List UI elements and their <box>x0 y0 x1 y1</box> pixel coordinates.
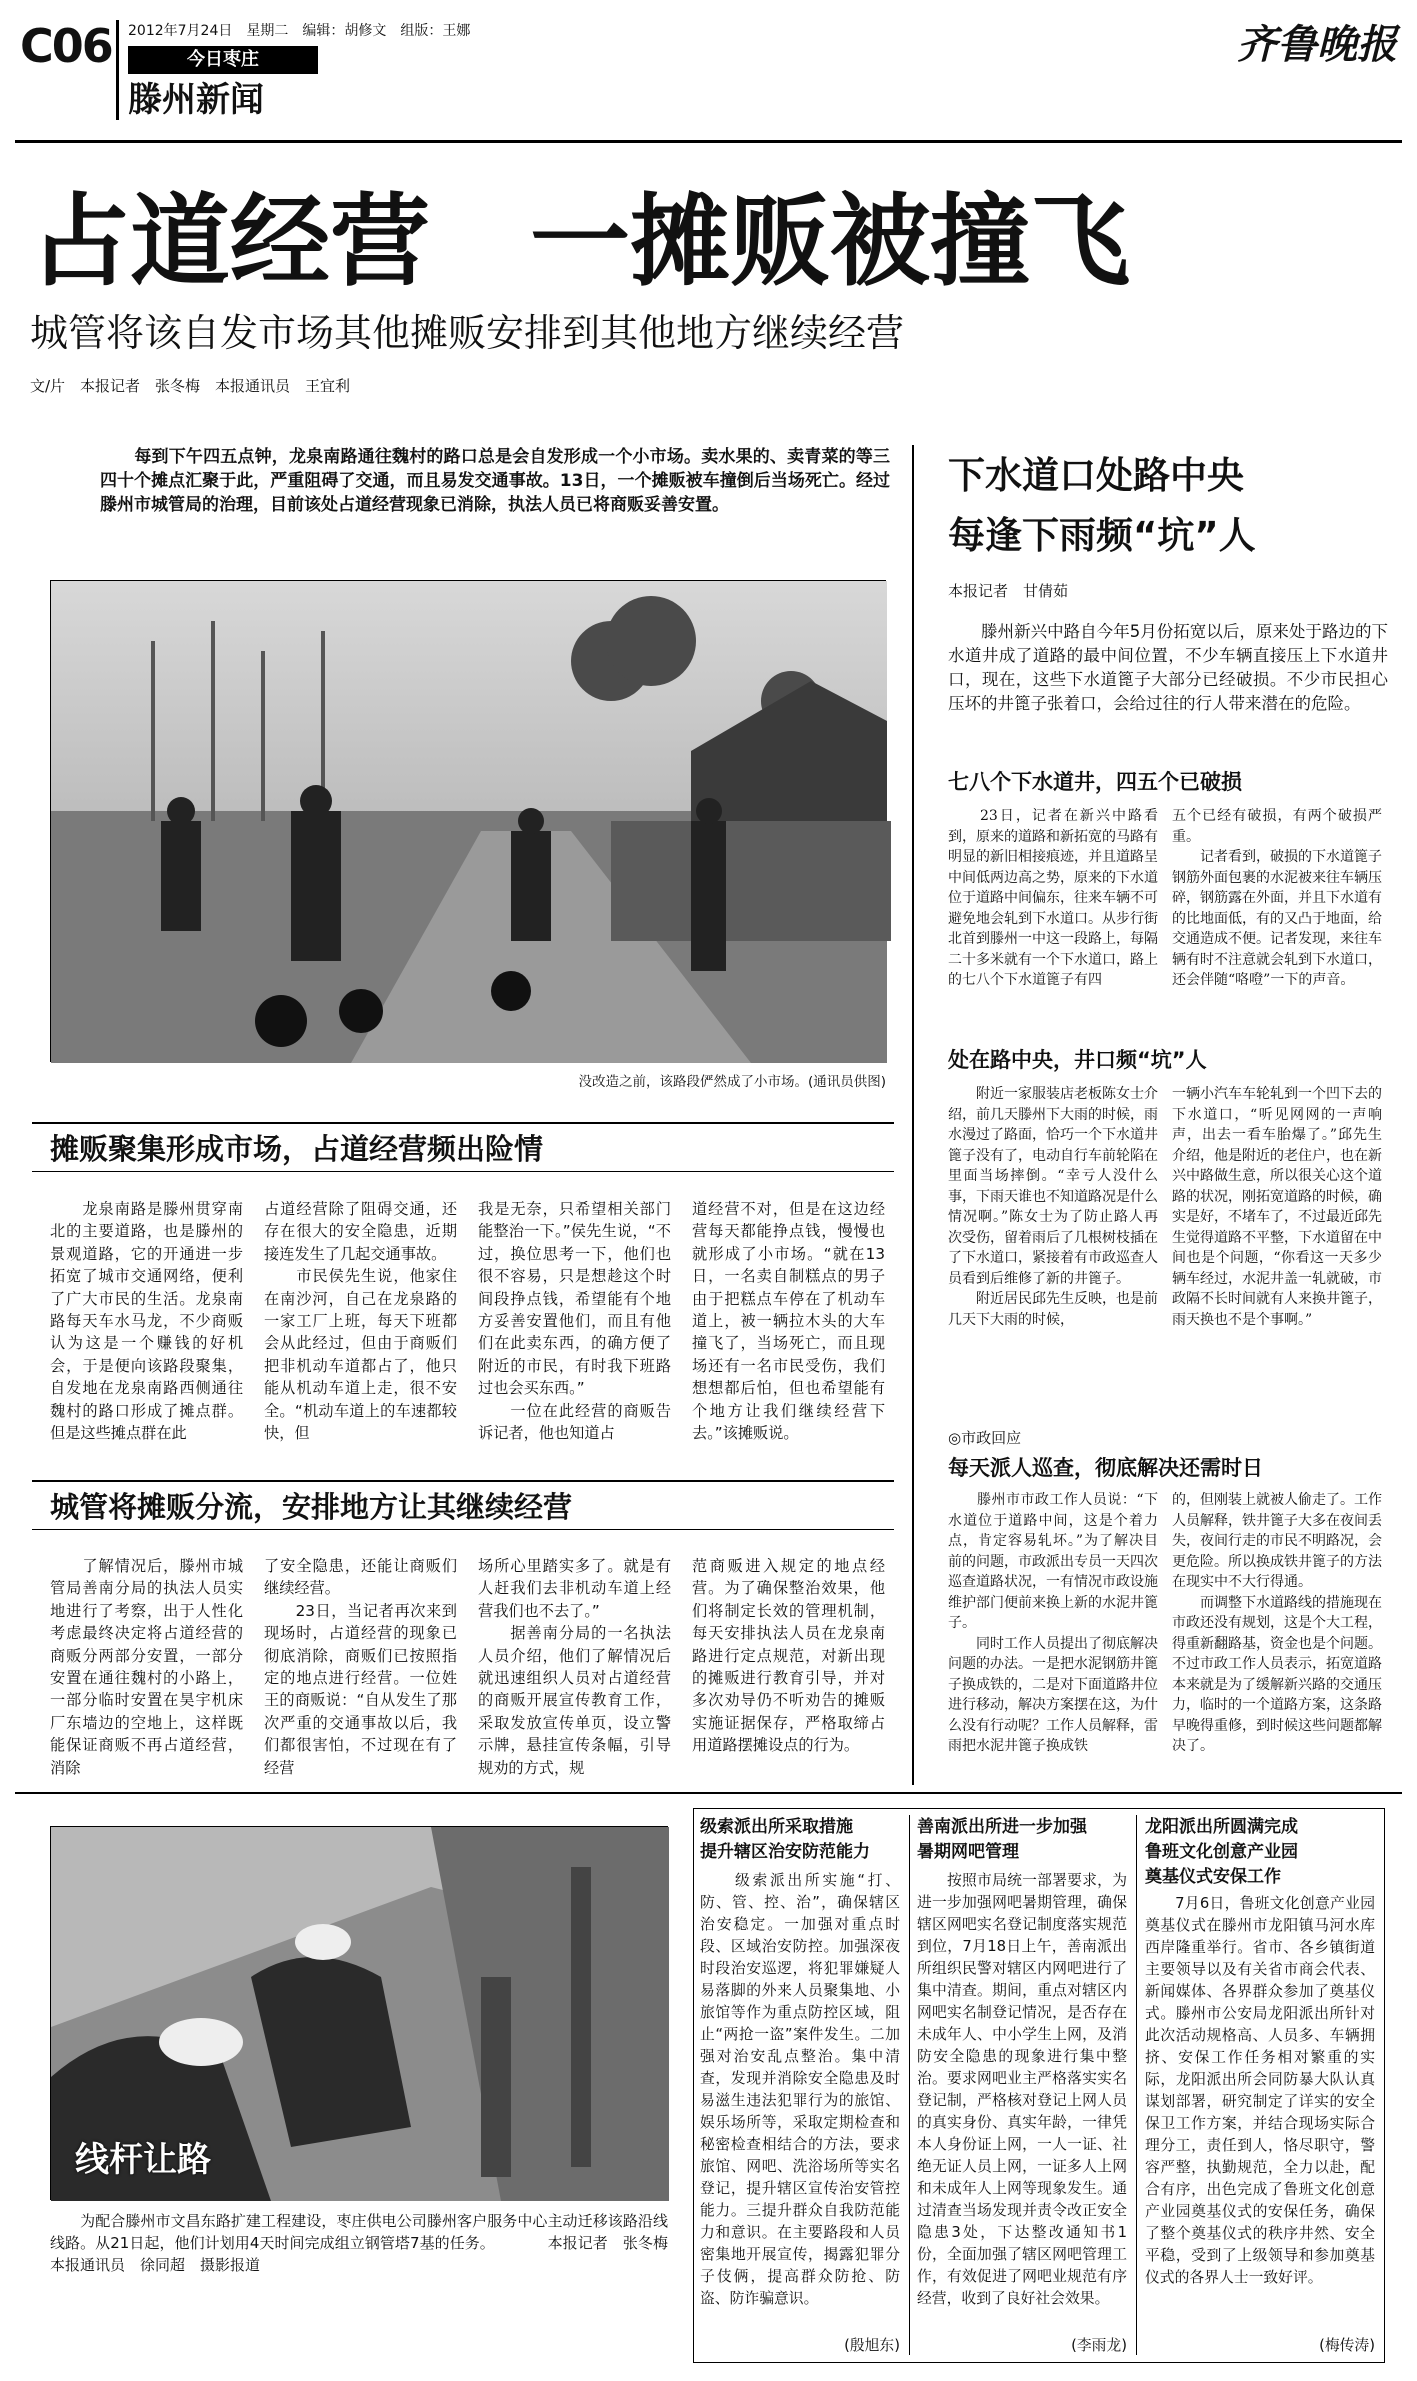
sidebar-sub-2: 处在路中央，井口频“坑”人 <box>948 1048 1207 1072</box>
sidebar-title-2: 每逢下雨频“坑”人 <box>948 514 1256 557</box>
column-tag: 今日枣庄 <box>128 46 318 74</box>
bottom-rule <box>15 1792 1402 1794</box>
subhead-1-text: 摊贩聚集形成市场，占道经营频出险情 <box>50 1132 544 1166</box>
s1-col-2: 占道经营除了阻碍交通，还存在很大的安全隐患，近期接连发生了几起交通事故。 市民侯先生说，他家住在南沙河，自己在龙泉路的一家工厂上班，每天下班都会从此经过，但由于商贩们把非机动车道都占了，他只能从机动车道上走，很不安全。“机动车道上的车速都较快，但 <box>264 1200 457 1443</box>
sidebar-sub-1: 七八个下水道井，四五个已破损 <box>948 770 1242 794</box>
s1-col-3: 我是无奈，只希望相关部门能整治一下。”侯先生说，“不过，换位思考一下，他们也很不容易，只是想趁这个时间段挣点钱，希望能有个地方妥善安置他们，而且有他们在此卖东西，的确方便了附近的市民，有时我下班路过也会买东西。” 一位在此经营的商贩告诉记者，他也知道占 <box>478 1200 671 1443</box>
market-photo <box>50 580 886 1062</box>
newspaper-logo: 齐鲁晚报 <box>1237 21 1397 68</box>
section-title: 滕州新闻 <box>128 80 264 120</box>
sidebar-a-col-2: 五个已经有破损，有两个破损严重。 记者看到，破损的下水道篦子钢筋外面包裹的水泥被来往车辆压碎，钢筋露在外面，并且下水道有的比地面低，有的又凸于地面，给交通造成不便。记者发现，来往车辆有时不注意就会轧到下水道口，还会伴随“咯噔”一下的声音。 <box>1172 808 1382 988</box>
s2-col-3: 场所心里踏实多了。就是有人赶我们去非机动车道上经营我们也不去了。” 据善南分局的一名执法人员介绍，他们了解情况后就迅速组织人员对占道经营的商贩开展宣传教育工作，采取发放宣传单页，设立警示牌，悬挂宣传条幅，引导规劝的方式，规 <box>478 1557 671 1777</box>
s2-col-2: 了安全隐患，还能让商贩们继续经营。 23日，当记者再次来到现场时，占道经营的现象已彻底消除，商贩们已按照指定的地点进行经营。一位姓王的商贩说：“自从发生了那次严重的交通事故以后，我们都很害怕，不过现在有了经营 <box>264 1557 457 1777</box>
sidebar-b-col-1: 附近一家服装店老板陈女士介绍，前几天滕州下大雨的时候，雨水漫过了路面，恰巧一个下水道井篦子没有了，电动自行车前轮陷在里面当场摔倒。“幸亏人没什么事，下雨天谁也不知道路况是什么情况啊。”陈女士为了防止路人再次受伤，留着雨后了几根树枝插在了下水道口，紧接着有市政巡查人员看到后维修了新的井篦子。 附近居民邱先生反映，也是前几天下大雨的时候， <box>948 1086 1158 1328</box>
utility-photo-label: 线杆让路 <box>75 2140 211 2180</box>
sidebar-c-col-2: 的，但刚装上就被人偷走了。工作人员解释，铁井篦子大多在夜间丢失，夜间行走的市民不明路况，会更危险。所以换成铁井篦子的方法在现实中不大行得通。 而调整下水道路线的措施现在市政还没有规划，这是个大工程，得重新翻路基，资金也是个问题。不过市政工作人员表示，拓宽道路本来就是为了缓解新兴路的交通压力，临时的一个道路方案，这条路早晚得重修，到时候这些问题都解决了。 <box>1172 1492 1382 1754</box>
header-rule <box>15 140 1402 143</box>
sidebar-sub-3: 每天派人巡查，彻底解决还需时日 <box>948 1456 1263 1480</box>
market-photo-caption: 没改造之前，该路段俨然成了小市场。(通讯员供图) <box>578 1074 886 1090</box>
s1-col-1: 龙泉南路是滕州贯穿南北的主要道路，也是滕州的景观道路，它的开通进一步拓宽了城市交通网络，便利了广大市民的生活。龙泉南路每天车水马龙，不少商贩认为这是一个赚钱的好机会，于是便向该路段聚集，自发地在龙泉南路西侧通往魏村的路口形成了摊点群。但是这些摊点群在此 <box>50 1200 243 1443</box>
sidebar-tag: ◎市政回应 <box>948 1429 1022 1447</box>
page-number: C06 <box>20 19 112 73</box>
news-col-divider-1 <box>909 1815 910 2355</box>
market-photo-image <box>51 581 887 1063</box>
sidebar-a-col-1: 23日，记者在新兴中路看到，原来的道路和新拓宽的马路有明显的新旧相接痕迹，并且道路呈中间低两边高之势，原来的下水道位于道路中间偏东，往来车辆不可避免地会轧到下水道口。从步行街北首到滕州一中这一段路上，每隔二十多米就有一个下水道口，路上的七八个下水道篦子有四 <box>948 808 1158 988</box>
sidebar-divider <box>912 445 914 1785</box>
sidebar-byline: 本报记者 甘倩茹 <box>948 582 1069 600</box>
lead-intro: 每到下午四五点钟，龙泉南路通往魏村的路口总是会自发形成一个小市场。卖水果的、卖青菜的等三四十个摊点汇聚于此，严重阻碍了交通，而且易发交通事故。13日，一个摊贩被车撞倒后当场死亡。经过滕州市城管局的治理，目前该处占道经营现象已消除，执法人员已将商贩妥善安置。 <box>100 447 890 515</box>
s2-col-1: 了解情况后，滕州市城管局善南分局的执法人员实地进行了考察，出于人性化考虑最终决定将占道经营的商贩分两部分安置，一部分安置在通往魏村的小路上，一部分临时安置在昊宇机床厂东墙边的空地上，这样既能保证商贩不再占道经营，消除 <box>50 1557 243 1777</box>
s1-col-4: 道经营不对，但是在这边经营每天都能挣点钱，慢慢也就形成了小市场。“就在13日，一名卖自制糕点的男子由于把糕点车停在了机动车道上，被一辆拉木头的大车撞飞了，当场死亡，而且现场还有一名市民受伤，我们想想都后怕，但也希望能有个地方让我们继续经营下去。”该摊贩说。 <box>692 1200 885 1443</box>
sidebar-title-1: 下水道口处路中央 <box>948 454 1244 497</box>
news-2-title: 善南派出所进一步加强 暑期网吧管理 <box>917 1817 1087 1862</box>
s2-col-4: 范商贩进入规定的地点经营。为了确保整治效果，他们将制定长效的管理机制，每天安排执法人员在龙泉南路进行定点规范，对新出现的摊贩进行教育引导，并对多次劝导仍不听劝告的摊贩实施证据保存，严格取缔占用道路摆摊设点的行为。 <box>692 1557 885 1755</box>
news-1-title: 级索派出所采取措施 提升辖区治安防范能力 <box>700 1817 870 1862</box>
sidebar-c-col-1: 滕州市市政工作人员说：“下水道位于道路中间，这是个着力点，肯定容易轧坏。”为了解决目前的问题，市政派出专员一天四次巡查道路状况，一有情况市政设施维护部门便前来换上新的水泥井篦子。 同时工作人员提出了彻底解决问题的办法。一是把水泥钢筋井篦子换成铁的，二是对下面道路井位进行移动，解决方案摆在这，为什么没有行动呢？工作人员解释，雷雨把水泥井篦子换成铁 <box>948 1492 1158 1754</box>
page-subtitle: 城管将该自发市场其他摊贩安排到其他地方继续经营 <box>30 311 905 355</box>
page-title: 占道经营 一摊贩被撞飞 <box>30 183 1130 300</box>
news-2-author: (李雨龙) <box>1071 2337 1127 2354</box>
news-1-body: 级索派出所实施“打、防、管、控、治”，确保辖区治安稳定。一加强对重点时段、区域治安防控。加强深夜时段治安巡逻，将犯罪嫌疑人易落脚的外来人员聚集地、小旅馆等作为重点防控区域，阻止“两抢一盗”案件发生。二加强对治安乱点整治。集中清查，发现并消除安全隐患及时易滋生违法犯罪行为的旅馆、娱乐场所等，采取定期检查和秘密检查相结合的方法，要求旅馆、网吧、洗浴场所等实名登记，提升辖区宣传治安管控能力。三提升群众自我防范能力和意识。在主要路段和人员密集地开展宣传，揭露犯罪分子伎俩，提高群众防抢、防盗、防诈骗意识。 <box>700 1872 900 2307</box>
news-1-author: (殷旭东) <box>844 2337 900 2354</box>
news-3-author: (梅传涛) <box>1319 2337 1375 2354</box>
news-3-title: 龙阳派出所圆满完成 鲁班文化创意产业园 奠基仪式安保工作 <box>1145 1817 1298 1887</box>
sidebar-intro: 滕州新兴中路自今年5月份拓宽以后，原来处于路边的下水道井成了道路的最中间位置，不少车辆直接压上下水道井口，现在，这些下水道篦子大部分已经破损。不少市民担心压坏的井篦子张着口，会给过往的行人带来潜在的危险。 <box>948 622 1388 713</box>
utility-photo-caption: 为配合滕州市文昌东路扩建工程建设，枣庄供电公司滕州客户服务中心主动迁移该路沿线线路。从21日起，他们计划用4天时间完成组立钢管塔7基的任务。 本报记者 张冬梅 本报通讯员 徐同超 摄影报道 <box>50 2212 684 2274</box>
sidebar-b-col-2: 一辆小汽车车轮轧到一个凹下去的下水道口，“听见网网的一声响声，出去一看车胎爆了。”邱先生介绍，他是附近的老住户，也在新兴中路做生意，所以很关心这个道路的状况，刚拓宽道路的时候，确实是好，不堵车了，不过最近邱先生觉得道路不平整，下水道留在中间也是个问题，“你看这一天多少辆车经过，水泥井盖一轧就破，市政隔不长时间就有人来换井篦子，雨天换也不是个事啊。” <box>1172 1086 1382 1328</box>
news-2-body: 按照市局统一部署要求，为进一步加强网吧暑期管理，确保辖区网吧实名登记制度落实规范到位，7月18日上午，善南派出所组织民警对辖区内网吧进行了集中清查。期间，重点对辖区内网吧实名制登记情况，是否存在未成年人、中小学生上网，及消防安全隐患的现象进行集中整治。要求网吧业主严格落实实名登记制，严格核对登记上网人员的真实身份、真实年龄，一律凭本人身份证上网，一人一证、社绝无证人员上网，一证多人上网和未成年人上网等现象发生。通过清查当场发现并责令改正安全隐患3处，下达整改通知书1份，全面加强了辖区网吧管理工作，有效促进了网吧业规范有序经营，收到了良好社会效果。 <box>917 1872 1127 2307</box>
date-line: 2012年7月24日 星期二 编辑：胡修文 组版：王娜 <box>128 23 471 39</box>
news-3-body: 7月6日，鲁班文化创意产业园奠基仪式在滕州市龙阳镇马河水库西岸隆重举行。省市、各乡镇街道主要领导以及有关省市商会代表、新闻媒体、各界群众参加了奠基仪式。滕州市公安局龙阳派出所针对此次活动规格高、人员多、车辆拥挤、安保工作任务相对繁重的实际，龙阳派出所会同防暴大队认真谋划部署，研究制定了详实的安全保卫工作方案，并结合现场实际合理分工，责任到人，恪尽职守，警容严整，执勤规范，全力以赴，配合有序，出色完成了鲁班文化创意产业园奠基仪式的安保任务，确保了整个奠基仪式的秩序井然、安全平稳，受到了上级领导和参加奠基仪式的各界人士一致好评。 <box>1145 1895 1375 2286</box>
header-divider <box>116 20 119 120</box>
byline: 文/片 本报记者 张冬梅 本报通讯员 王宜利 <box>30 377 351 395</box>
news-col-divider-2 <box>1136 1815 1137 2355</box>
subhead-2-text: 城管将摊贩分流，安排地方让其继续经营 <box>50 1490 573 1524</box>
